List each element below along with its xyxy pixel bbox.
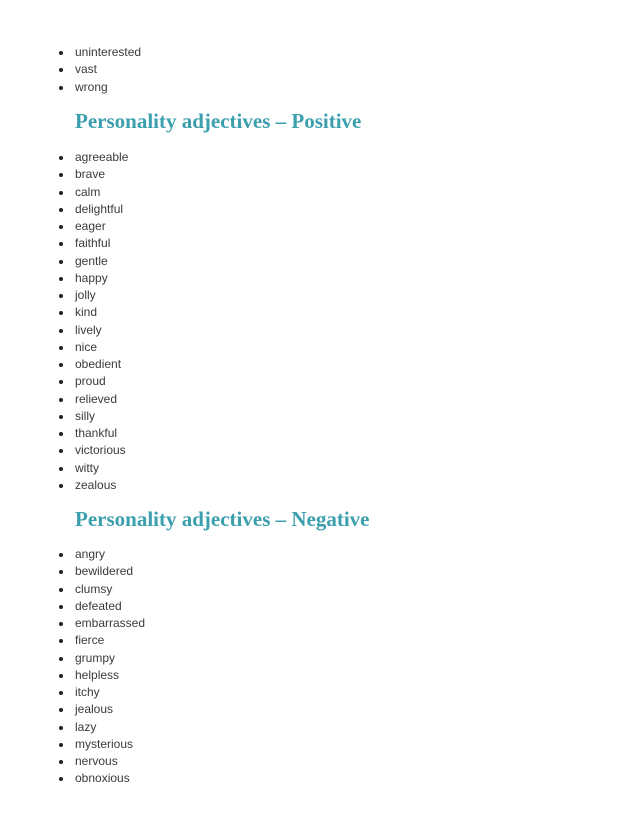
list-item: jolly	[56, 287, 128, 304]
list-item: embarrassed	[56, 615, 145, 632]
list-item: lively	[56, 322, 128, 339]
list-item: eager	[56, 218, 128, 235]
list-item: defeated	[56, 598, 145, 615]
negative-adjectives-heading: Personality adjectives – Negative	[75, 507, 370, 531]
list-item: brave	[56, 166, 128, 183]
list-item: grumpy	[56, 650, 145, 667]
list-item: obedient	[56, 356, 128, 373]
list-item: fierce	[56, 632, 145, 649]
list-item: helpless	[56, 667, 145, 684]
list-item: bewildered	[56, 563, 145, 580]
list-item: kind	[56, 304, 128, 321]
list-item: obnoxious	[56, 770, 145, 787]
list-item: happy	[56, 270, 128, 287]
list-item: wrong	[56, 79, 141, 96]
list-item: silly	[56, 408, 128, 425]
list-item: delightful	[56, 201, 128, 218]
list-item: nice	[56, 339, 128, 356]
intro-word-list	[56, 44, 141, 96]
list-item: uninterested	[56, 44, 141, 61]
list-item: nervous	[56, 753, 145, 770]
list-item: mysterious	[56, 736, 145, 753]
list-item: gentle	[56, 253, 128, 270]
list-item: victorious	[56, 442, 128, 459]
list-item: lazy	[56, 719, 145, 736]
list-item: relieved	[56, 391, 128, 408]
positive-adjectives-list	[56, 149, 128, 494]
list-item: agreeable	[56, 149, 128, 166]
list-item: clumsy	[56, 581, 145, 598]
list-item: jealous	[56, 701, 145, 718]
negative-adjectives-list	[56, 546, 145, 788]
list-item: proud	[56, 373, 128, 390]
list-item: angry	[56, 546, 145, 563]
list-item: thankful	[56, 425, 128, 442]
list-item: zealous	[56, 477, 128, 494]
list-item: itchy	[56, 684, 145, 701]
positive-adjectives-heading: Personality adjectives – Positive	[75, 109, 362, 133]
list-item: vast	[56, 61, 141, 78]
list-item: calm	[56, 184, 128, 201]
list-item: witty	[56, 460, 128, 477]
list-item: faithful	[56, 235, 128, 252]
